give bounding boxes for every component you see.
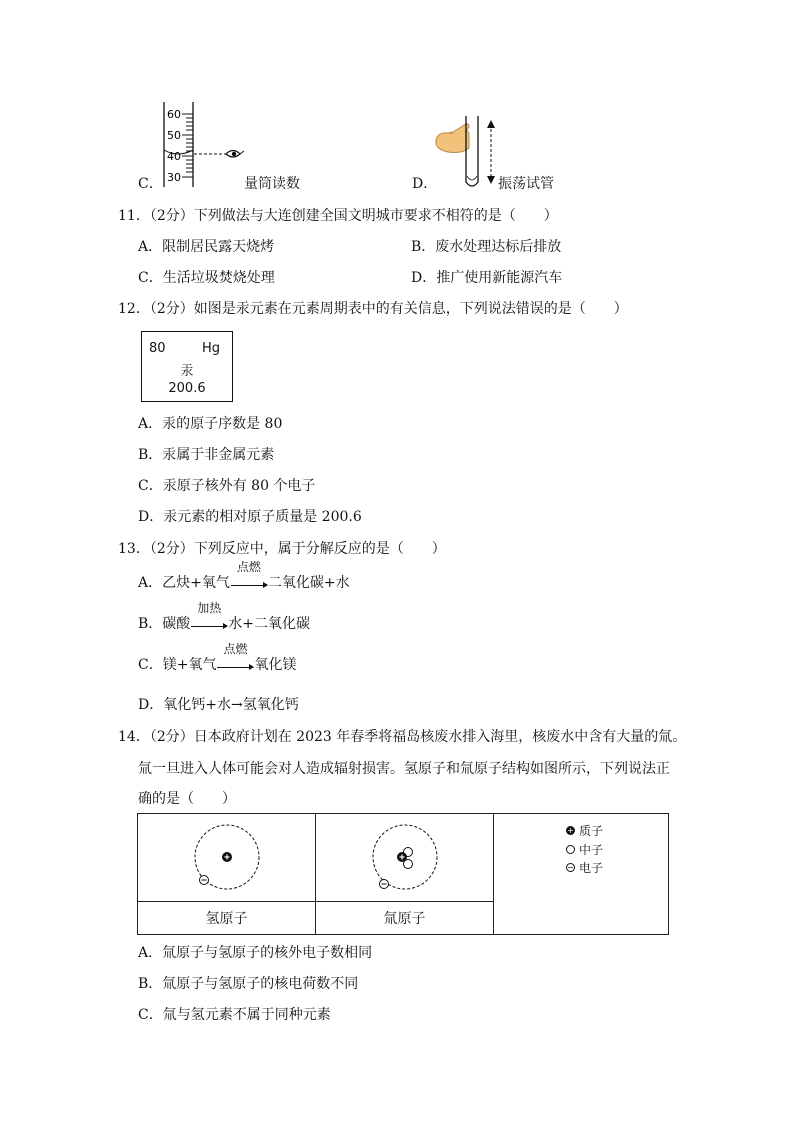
question-12-option-a: A．汞的原子序数是 80 [138, 416, 283, 432]
neutron-icon [566, 845, 575, 854]
reaction-arrow [216, 642, 254, 674]
question-12-option-c: C．汞原子核外有 80 个电子 [138, 478, 316, 494]
element-card-mercury [141, 331, 233, 402]
reactants: 乙炔+氧气 [162, 575, 230, 591]
cylinder-tick-40: 40 [167, 150, 181, 163]
legend-proton-label: 质子 [579, 824, 604, 838]
option-label: A． [138, 575, 163, 591]
element-atomic-mass: 200.6 [168, 381, 206, 396]
reactants: 镁+氧气 [162, 657, 217, 673]
question-13-option-d [138, 696, 299, 714]
question-13-option-a [138, 560, 350, 592]
option-c-label: C． [138, 176, 163, 192]
option-label: B． [138, 616, 163, 632]
option-label: D． [138, 697, 164, 713]
element-name: 汞 [180, 364, 194, 379]
hydrogen-atom-diagram [138, 814, 315, 901]
question-12-option-d: D．汞元素的相对原子质量是 200.6 [138, 509, 362, 525]
question-14-option-a: A．氚原子与氢原子的核外电子数相同 [138, 945, 373, 961]
proton-icon: + [567, 825, 574, 835]
atom-structure-table [137, 813, 669, 935]
question-14-option-b: B．氚原子与氢原子的核电荷数不同 [138, 976, 359, 992]
legend-neutron [566, 841, 603, 858]
hand-icon [436, 124, 469, 153]
legend-proton [566, 822, 603, 839]
legend-neutron-label: 中子 [579, 843, 604, 857]
electron-icon: − [567, 862, 574, 872]
reaction-arrow [230, 560, 268, 592]
question-14-stem-line-2: 氚一旦进入人体可能会对人造成辐射损害。氢原子和氚原子结构如图所示，下列说法正 [138, 761, 670, 777]
option-c-caption: 量筒读数 [244, 176, 300, 192]
element-atomic-number: 80 [149, 341, 166, 356]
legend-electron [566, 859, 603, 876]
tritium-atom-diagram [316, 814, 493, 901]
products: 水+二氧化碳 [228, 616, 311, 632]
legend-electron-label: 电子 [579, 861, 604, 875]
question-14-stem-line-3: 确的是（ ） [138, 791, 236, 807]
products: 二氧化碳+水 [267, 575, 350, 591]
option-d-label: D． [412, 176, 438, 192]
reaction-condition: 点燃 [236, 560, 261, 574]
reaction-arrow [190, 601, 228, 633]
question-11-stem: 11．（2分）下列做法与大连创建全国文明城市要求不相符的是（ ） [118, 208, 558, 224]
option-text: 氧化钙+水→氢氧化钙 [163, 697, 299, 713]
reaction-condition: 点燃 [223, 642, 248, 656]
question-11-option-c: C．生活垃圾焚烧处理 [138, 270, 275, 286]
option-d-caption: 振荡试管 [498, 176, 554, 192]
cylinder-tick-50: 50 [167, 129, 181, 142]
question-12-option-b: B．汞属于非金属元素 [138, 447, 275, 463]
tritium-atom-label: 氚原子 [383, 911, 426, 927]
question-11-option-b: B．废水处理达标后排放 [411, 239, 562, 255]
question-13-option-c [138, 642, 297, 674]
graduated-cylinder-figure [160, 102, 250, 190]
cylinder-tick-60: 60 [167, 108, 181, 121]
hydrogen-atom-label: 氢原子 [205, 911, 248, 927]
question-11-option-d: D．推广使用新能源汽车 [411, 270, 563, 286]
test-tube-shaking-figure [432, 114, 502, 190]
question-11-option-a: A．限制居民露天烧烤 [138, 239, 275, 255]
reaction-condition: 加热 [197, 601, 222, 615]
question-14-option-c: C．氚与氢元素不属于同种元素 [138, 1007, 331, 1023]
question-14-stem-line-1: 14．（2分）日本政府计划在 2023 年春季将福岛核废水排入海里，核废水中含有大量的氚。 [118, 729, 687, 745]
question-13-option-b [138, 601, 311, 633]
reactants: 碳酸 [162, 616, 191, 632]
cylinder-tick-30: 30 [167, 171, 181, 184]
question-13-stem: 13．（2分）下列反应中，属于分解反应的是（ ） [118, 541, 446, 557]
eye-icon [226, 151, 244, 158]
element-symbol: Hg [201, 341, 220, 356]
option-label: C． [138, 657, 163, 673]
products: 氧化镁 [254, 657, 297, 673]
question-12-stem: 12．（2分）如图是汞元素在元素周期表中的有关信息，下列说法错误的是（ ） [118, 301, 628, 317]
